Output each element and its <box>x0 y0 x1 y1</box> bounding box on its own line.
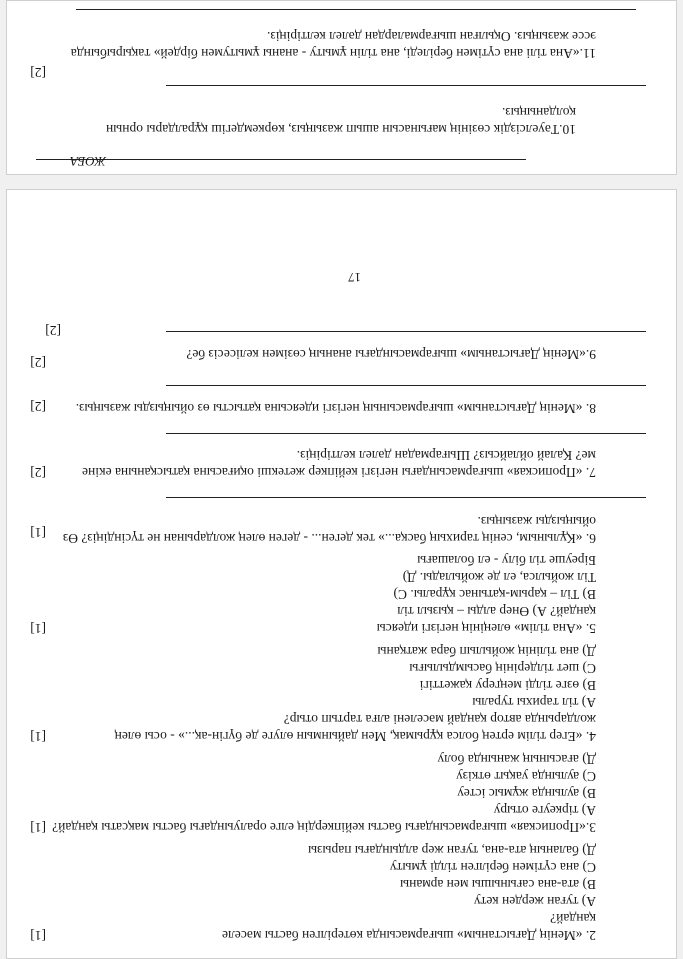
mark-q5: [1] <box>30 621 46 636</box>
question-7-line-2: ме? Қалай ойлайсыз? Шығармадан дәлел келтіріңіз. <box>296 448 596 463</box>
answer-line <box>166 331 646 332</box>
question-10-line-1: 10.Тәуелсіздік сөзінің мағынасын ашып жазыңыз, көркемдегіш құралдары орнын <box>105 122 576 137</box>
answer-line <box>166 433 646 434</box>
question-5-option-d: Біреуше тіл білу - ел болашағы <box>417 553 596 568</box>
answer-line <box>76 9 636 10</box>
question-4-option-a: А) тіл тарихы туралы <box>472 695 596 710</box>
answer-line <box>36 159 526 160</box>
question-8-line-1: 8. «Менің Дағыстаным» шығармасының негізгі идеясына қатысты өз ойыңызды жазыңыз. <box>75 401 596 416</box>
question-10-line-2: қолданыңыз. <box>501 105 576 120</box>
answer-line <box>166 385 646 386</box>
question-5-option-b: В) Тіл – қарым-қатынас құралы. С) <box>393 587 596 602</box>
question-7-line-1: 7. «Пропиская» шығармасындағы негізгі кейіпкер жетекші оқиғасына қатысқанына екіне <box>82 465 596 480</box>
question-3-option-d: Д) ағасының жанында болу <box>437 752 596 767</box>
question-2-option-a: А) туған жерден кету <box>473 894 596 909</box>
jauap-label: ЖОБА <box>70 154 106 169</box>
question-2-line-2: қандай? <box>550 911 596 926</box>
question-3-option-a: А) тіркеуге отыру <box>493 803 596 818</box>
question-4-option-b: В) өзге тілді меңгеру қажеттігі <box>419 678 596 693</box>
mark-q2: [1] <box>30 928 46 943</box>
question-4-option-d: Д) ана тілінің жойылып бара жатқаны <box>377 644 596 659</box>
question-4-option-c: С) шет тілдерінің басымдылығы <box>409 661 596 676</box>
page-number: 17 <box>348 270 361 285</box>
mark-q3: [1] <box>30 820 46 835</box>
worksheet-page-questions <box>6 189 677 959</box>
question-2-option-b: В) ата-ана сағынышы мен арманы <box>400 877 596 892</box>
question-11-line-1: 11.«Ана тілі ана сүтімен беріледі, ана тілін ұмыту - ананы ұмытумен бірдей» тақырыбында <box>70 46 596 61</box>
question-5-line-1: 5. «Ана тілім» өлеңінің негізгі идеясы <box>376 621 596 636</box>
question-6-line-2: ойыңызды жазыңыз. <box>477 514 596 529</box>
question-4-line-2: жолдарында автор қандай мәселені алға тартып отыр? <box>283 712 596 727</box>
question-3-line-1: 3.«Пропиская» шығармасындағы басты кейіпкердің елге оралуындағы басты мақсаты қандай? <box>52 820 596 835</box>
worksheet-page-continuation <box>6 0 677 175</box>
question-5-line-2: қандай? А) Өнер алды – қызыл тіл <box>397 604 596 619</box>
question-4-line-1: 4. «Егер тілім ертең болса құрымақ, Мен дайынмын өлуге де бүгін-ақ...» - осы өлең <box>114 729 596 744</box>
question-2-option-d: Д) баланың ата-ана, туған жер алдындағы парызы <box>308 843 596 858</box>
answer-line <box>166 497 646 498</box>
mark-q4: [1] <box>30 729 46 744</box>
mark-q10: [2] <box>30 65 46 80</box>
mark-q7: [2] <box>30 465 46 480</box>
question-5-option-c: Тіл жойылса, ел де жойылады. Д) <box>402 570 596 585</box>
mark-q6: [1] <box>30 525 46 540</box>
question-9-line-1: 9.«Менің Дағыстаным» шығармасындағы ананың сөзімен келісесіз бе? <box>186 347 596 362</box>
question-2-line-1: 2. «Менің Дағыстаным» шығармасында көтерілген басты мәселе <box>222 928 596 943</box>
question-3-option-c: С) аулында уақыт өткізу <box>456 769 596 784</box>
question-6-line-1: 6. «Құлыным, сенің тарихың басқа...» тек деген... - деген өлең жолдарынан не түсіндіңіз? Өз <box>62 531 596 546</box>
question-3-option-b: В) аулында жұмыс істеу <box>457 786 596 801</box>
mark-q8: [2] <box>30 399 46 414</box>
answer-line <box>166 85 646 86</box>
question-11-line-2: эссе жазыңыз. Оқылған шығармалардан дәлел келтіріңіз. <box>266 29 596 44</box>
mark-q9: [2] <box>30 355 46 370</box>
question-2-option-c: С) ана сүтімен берілген тілді ұмыту <box>389 860 596 875</box>
mark-q9-b: [2] <box>45 323 61 338</box>
